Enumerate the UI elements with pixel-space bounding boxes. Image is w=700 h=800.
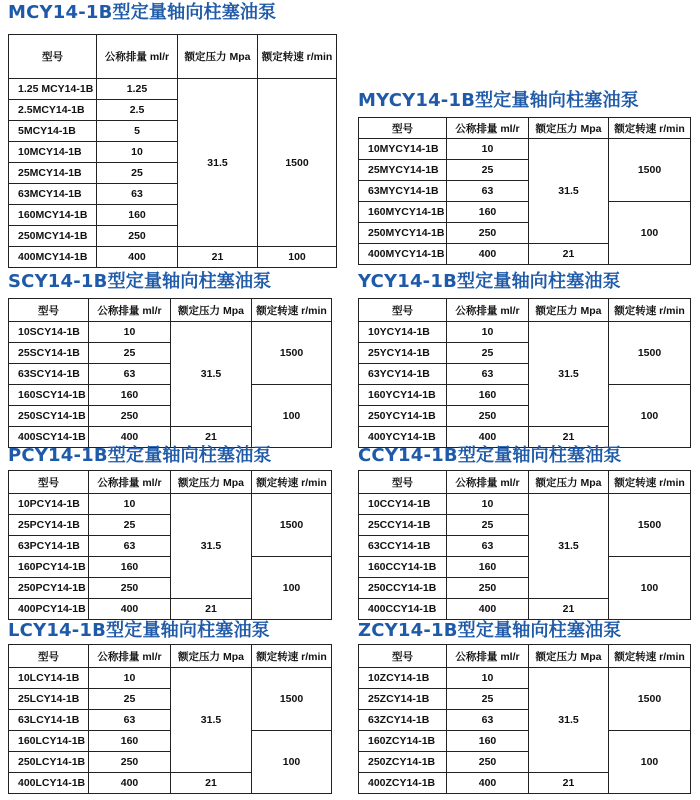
model-cell: 160SCY14-1B [9, 385, 89, 406]
model-cell: 160ZCY14-1B [359, 731, 447, 752]
model-cell: 250CCY14-1B [359, 578, 447, 599]
model-cell: 250ZCY14-1B [359, 752, 447, 773]
displacement-cell: 2.5 [97, 100, 178, 121]
ycy-section-title: YCY14-1B型定量轴向柱塞油泵 [358, 271, 621, 292]
pressure-cell: 21 [178, 247, 258, 268]
model-cell: 400MYCY14-1B [359, 244, 447, 265]
mycy-section-title: MYCY14-1B型定量轴向柱塞油泵 [358, 90, 639, 111]
table-row [9, 322, 332, 343]
table-row [359, 557, 691, 578]
displacement-cell: 25 [89, 515, 171, 536]
table-row [9, 247, 337, 268]
speed-cell: 100 [258, 247, 337, 268]
displacement-cell: 250 [447, 578, 529, 599]
header-pressure: 额定压力 Mpa [529, 118, 609, 139]
pressure-cell: 21 [529, 599, 609, 620]
model-cell: 160LCY14-1B [9, 731, 89, 752]
header-model: 型号 [359, 645, 447, 668]
header-speed: 额定转速 r/min [609, 471, 691, 494]
displacement-cell: 63 [89, 536, 171, 557]
lcy-section-title: LCY14-1B型定量轴向柱塞油泵 [8, 620, 270, 641]
header-pressure: 额定压力 Mpa [171, 645, 252, 668]
model-cell: 25MCY14-1B [9, 163, 97, 184]
mcy-spec-table [8, 34, 337, 268]
model-cell: 400MCY14-1B [9, 247, 97, 268]
speed-cell: 1500 [252, 668, 332, 731]
table-row [9, 668, 332, 689]
model-cell: 160MCY14-1B [9, 205, 97, 226]
model-cell: 25YCY14-1B [359, 343, 447, 364]
displacement-cell: 160 [447, 557, 529, 578]
model-cell: 400SCY14-1B [9, 427, 89, 448]
model-cell: 160PCY14-1B [9, 557, 89, 578]
table-row [359, 385, 691, 406]
displacement-cell: 25 [447, 515, 529, 536]
header-pressure: 额定压力 Mpa [171, 299, 252, 322]
model-cell: 63MYCY14-1B [359, 181, 447, 202]
table-row [359, 202, 691, 223]
lcy-spec-table [8, 644, 332, 794]
displacement-cell: 250 [89, 406, 171, 427]
model-cell: 400ZCY14-1B [359, 773, 447, 794]
displacement-cell: 25 [89, 343, 171, 364]
model-cell: 25SCY14-1B [9, 343, 89, 364]
displacement-cell: 400 [447, 599, 529, 620]
header-speed: 额定转速 r/min [609, 299, 691, 322]
displacement-cell: 63 [89, 710, 171, 731]
displacement-cell: 1.25 [97, 79, 178, 100]
table-row [359, 322, 691, 343]
speed-cell: 100 [609, 557, 691, 620]
model-cell: 250SCY14-1B [9, 406, 89, 427]
table-row [9, 731, 332, 752]
pressure-cell: 31.5 [529, 494, 609, 599]
header-model: 型号 [9, 471, 89, 494]
model-cell: 10PCY14-1B [9, 494, 89, 515]
pressure-cell: 31.5 [529, 668, 609, 773]
model-cell: 63PCY14-1B [9, 536, 89, 557]
model-cell: 400LCY14-1B [9, 773, 89, 794]
header-speed: 额定转速 r/min [252, 645, 332, 668]
model-cell: 10LCY14-1B [9, 668, 89, 689]
pcy-section-title: PCY14-1B型定量轴向柱塞油泵 [8, 445, 272, 466]
header-speed: 额定转速 r/min [609, 118, 691, 139]
header-model: 型号 [9, 645, 89, 668]
speed-cell: 100 [609, 202, 691, 265]
mcy-section-title: MCY14-1B型定量轴向柱塞油泵 [8, 2, 277, 23]
model-cell: 250MCY14-1B [9, 226, 97, 247]
displacement-cell: 10 [447, 139, 529, 160]
displacement-cell: 250 [89, 578, 171, 599]
displacement-cell: 250 [89, 752, 171, 773]
header-pressure: 额定压力 Mpa [529, 299, 609, 322]
table-header-row [9, 35, 337, 79]
header-model: 型号 [359, 118, 447, 139]
displacement-cell: 5 [97, 121, 178, 142]
displacement-cell: 25 [447, 343, 529, 364]
table-row [359, 139, 691, 160]
displacement-cell: 63 [89, 364, 171, 385]
model-cell: 10SCY14-1B [9, 322, 89, 343]
speed-cell: 1500 [252, 322, 332, 385]
displacement-cell: 250 [447, 752, 529, 773]
pressure-cell: 21 [171, 599, 252, 620]
header-displacement: 公称排量 ml/r [89, 471, 171, 494]
pressure-cell: 21 [171, 427, 252, 448]
pressure-cell: 31.5 [178, 79, 258, 247]
zcy-spec-table [358, 644, 691, 794]
model-cell: 10CCY14-1B [359, 494, 447, 515]
displacement-cell: 250 [447, 406, 529, 427]
displacement-cell: 160 [447, 385, 529, 406]
displacement-cell: 400 [89, 599, 171, 620]
speed-cell: 1500 [609, 494, 691, 557]
header-displacement: 公称排量 ml/r [89, 645, 171, 668]
model-cell: 1.25 MCY14-1B [9, 79, 97, 100]
displacement-cell: 25 [447, 160, 529, 181]
displacement-cell: 10 [89, 494, 171, 515]
displacement-cell: 400 [89, 773, 171, 794]
displacement-cell: 10 [447, 494, 529, 515]
ccy-section-title: CCY14-1B型定量轴向柱塞油泵 [358, 445, 622, 466]
header-model: 型号 [9, 35, 97, 79]
displacement-cell: 160 [89, 731, 171, 752]
displacement-cell: 63 [447, 364, 529, 385]
displacement-cell: 250 [97, 226, 178, 247]
header-displacement: 公称排量 ml/r [447, 118, 529, 139]
table-row [9, 557, 332, 578]
table-header-row [359, 645, 691, 668]
model-cell: 250LCY14-1B [9, 752, 89, 773]
header-pressure: 额定压力 Mpa [178, 35, 258, 79]
displacement-cell: 25 [89, 689, 171, 710]
table-row [359, 731, 691, 752]
ccy-spec-table [358, 470, 691, 620]
model-cell: 63MCY14-1B [9, 184, 97, 205]
pressure-cell: 31.5 [171, 494, 252, 599]
displacement-cell: 400 [447, 427, 529, 448]
displacement-cell: 25 [97, 163, 178, 184]
table-row [9, 494, 332, 515]
model-cell: 25MYCY14-1B [359, 160, 447, 181]
table-header-row [9, 299, 332, 322]
model-cell: 25CCY14-1B [359, 515, 447, 536]
pressure-cell: 21 [171, 773, 252, 794]
table-row [9, 385, 332, 406]
model-cell: 25LCY14-1B [9, 689, 89, 710]
model-cell: 10ZCY14-1B [359, 668, 447, 689]
pressure-cell: 31.5 [171, 322, 252, 427]
model-cell: 400CCY14-1B [359, 599, 447, 620]
speed-cell: 100 [252, 557, 332, 620]
speed-cell: 1500 [258, 79, 337, 247]
header-pressure: 额定压力 Mpa [171, 471, 252, 494]
table-header-row [359, 118, 691, 139]
model-cell: 25PCY14-1B [9, 515, 89, 536]
displacement-cell: 400 [447, 773, 529, 794]
speed-cell: 100 [609, 385, 691, 448]
model-cell: 250MYCY14-1B [359, 223, 447, 244]
table-header-row [359, 299, 691, 322]
model-cell: 5MCY14-1B [9, 121, 97, 142]
model-cell: 63CCY14-1B [359, 536, 447, 557]
header-model: 型号 [359, 299, 447, 322]
header-displacement: 公称排量 ml/r [447, 645, 529, 668]
header-speed: 额定转速 r/min [258, 35, 337, 79]
zcy-section-title: ZCY14-1B型定量轴向柱塞油泵 [358, 620, 622, 641]
header-pressure: 额定压力 Mpa [529, 471, 609, 494]
displacement-cell: 63 [447, 181, 529, 202]
table-header-row [9, 645, 332, 668]
pcy-spec-table [8, 470, 332, 620]
model-cell: 160CCY14-1B [359, 557, 447, 578]
header-speed: 额定转速 r/min [609, 645, 691, 668]
displacement-cell: 10 [89, 668, 171, 689]
header-displacement: 公称排量 ml/r [447, 471, 529, 494]
mycy-spec-table [358, 117, 691, 265]
pressure-cell: 31.5 [529, 139, 609, 244]
header-model: 型号 [9, 299, 89, 322]
scy-section-title: SCY14-1B型定量轴向柱塞油泵 [8, 271, 272, 292]
header-speed: 额定转速 r/min [252, 299, 332, 322]
displacement-cell: 10 [447, 668, 529, 689]
model-cell: 250YCY14-1B [359, 406, 447, 427]
pressure-cell: 21 [529, 244, 609, 265]
speed-cell: 100 [252, 731, 332, 794]
pressure-cell: 21 [529, 427, 609, 448]
header-displacement: 公称排量 ml/r [97, 35, 178, 79]
displacement-cell: 160 [97, 205, 178, 226]
table-header-row [359, 471, 691, 494]
displacement-cell: 10 [447, 322, 529, 343]
table-row [359, 494, 691, 515]
model-cell: 10MYCY14-1B [359, 139, 447, 160]
header-pressure: 额定压力 Mpa [529, 645, 609, 668]
model-cell: 400PCY14-1B [9, 599, 89, 620]
model-cell: 250PCY14-1B [9, 578, 89, 599]
pressure-cell: 31.5 [529, 322, 609, 427]
displacement-cell: 400 [97, 247, 178, 268]
header-displacement: 公称排量 ml/r [447, 299, 529, 322]
displacement-cell: 400 [447, 244, 529, 265]
model-cell: 160YCY14-1B [359, 385, 447, 406]
model-cell: 160MYCY14-1B [359, 202, 447, 223]
header-model: 型号 [359, 471, 447, 494]
displacement-cell: 160 [89, 557, 171, 578]
model-cell: 400YCY14-1B [359, 427, 447, 448]
header-speed: 额定转速 r/min [252, 471, 332, 494]
pressure-cell: 31.5 [171, 668, 252, 773]
speed-cell: 1500 [609, 668, 691, 731]
displacement-cell: 250 [447, 223, 529, 244]
speed-cell: 100 [252, 385, 332, 448]
displacement-cell: 63 [447, 536, 529, 557]
displacement-cell: 160 [447, 731, 529, 752]
model-cell: 63ZCY14-1B [359, 710, 447, 731]
table-header-row [9, 471, 332, 494]
model-cell: 2.5MCY14-1B [9, 100, 97, 121]
displacement-cell: 10 [97, 142, 178, 163]
displacement-cell: 160 [89, 385, 171, 406]
displacement-cell: 10 [89, 322, 171, 343]
table-row [359, 668, 691, 689]
model-cell: 10YCY14-1B [359, 322, 447, 343]
model-cell: 63LCY14-1B [9, 710, 89, 731]
displacement-cell: 400 [89, 427, 171, 448]
header-displacement: 公称排量 ml/r [89, 299, 171, 322]
model-cell: 10MCY14-1B [9, 142, 97, 163]
speed-cell: 1500 [609, 139, 691, 202]
model-cell: 63YCY14-1B [359, 364, 447, 385]
table-row [9, 79, 337, 100]
speed-cell: 100 [609, 731, 691, 794]
displacement-cell: 25 [447, 689, 529, 710]
displacement-cell: 63 [447, 710, 529, 731]
speed-cell: 1500 [252, 494, 332, 557]
displacement-cell: 160 [447, 202, 529, 223]
model-cell: 63SCY14-1B [9, 364, 89, 385]
pressure-cell: 21 [529, 773, 609, 794]
displacement-cell: 63 [97, 184, 178, 205]
ycy-spec-table [358, 298, 691, 448]
scy-spec-table [8, 298, 332, 448]
model-cell: 25ZCY14-1B [359, 689, 447, 710]
speed-cell: 1500 [609, 322, 691, 385]
